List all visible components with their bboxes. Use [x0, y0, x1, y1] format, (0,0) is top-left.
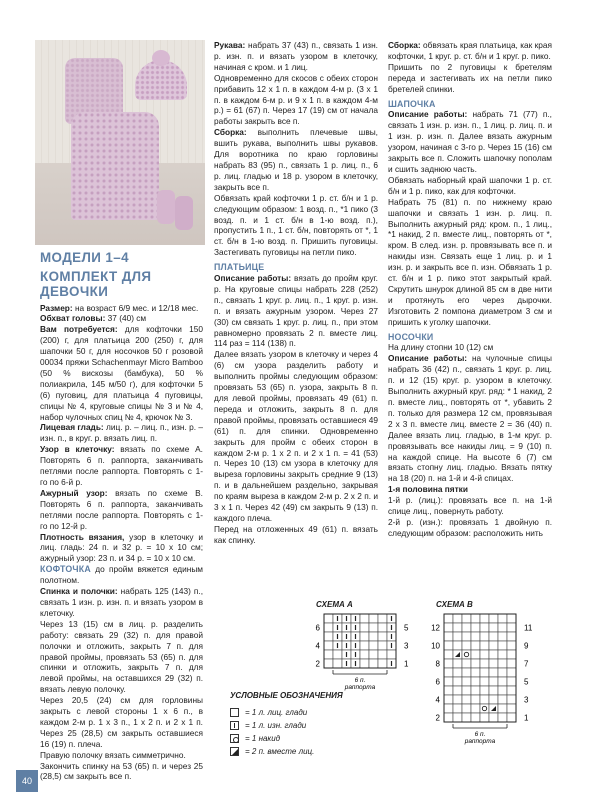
chart-cell — [378, 614, 387, 623]
legend-item — [230, 708, 307, 717]
chart-cell — [498, 677, 507, 686]
paragraph-text: Набрать 75 (81) п. по нижнему краю шапочки и связать 1 изн. р. лиц. п. Выполнить ажурный ряд: кром. п., 1 лиц., *1 накид, 2 п. вместе лиц., повторять от *, кром. В след. изн. р. провязывать все п. и накиды изн. Связать еще 1 лиц. р. и 1 изн. р. и закрыть все п. изн. Обвязать 1 р. ст. б/н и 1 р. пико этот закрытый край. Скрутить шнурок длиной 85 см в две нити и протянуть его через дырочки. Изготовить 2 помпона диаметром 3 см и пришить к уголку шапочки. — [388, 196, 552, 327]
chart-cell — [507, 704, 516, 713]
col3-paragraph — [388, 342, 552, 353]
chart-cell — [360, 623, 369, 632]
paragraph-text: 1-й р. (лиц.): провязать все п. на 1-й спице лиц., повернуть работу. — [388, 495, 552, 517]
chart-cell — [444, 659, 453, 668]
chart-cell — [369, 614, 378, 623]
chart-cell — [507, 713, 516, 722]
blank-cell-icon — [230, 708, 239, 717]
chart-cell — [480, 632, 489, 641]
chart-cell — [471, 623, 480, 632]
legend-item — [230, 747, 314, 756]
chart-cell — [462, 713, 471, 722]
row-number-right: 3 — [524, 695, 529, 705]
chart-cell — [471, 704, 480, 713]
row-number-right: 1 — [524, 713, 529, 723]
run-in-heading: Обхват головы: — [40, 313, 106, 324]
section-heading: КОФТОЧКА — [40, 564, 91, 575]
chart-cell — [387, 650, 396, 659]
chart-cell — [453, 632, 462, 641]
col1-paragraph — [40, 695, 203, 750]
chart-cell — [444, 668, 453, 677]
chart-cell — [507, 650, 516, 659]
schema-a-chart — [310, 612, 420, 692]
chart-cell — [480, 668, 489, 677]
chart-cell — [378, 650, 387, 659]
legend-label: = 1 л. лиц. глади — [245, 708, 308, 717]
row-number-left: 6 — [315, 623, 320, 633]
chart-cell — [444, 641, 453, 650]
chart-cell — [462, 650, 471, 659]
row-number-right: 9 — [524, 641, 529, 651]
paragraph-text: на чулочные спицы набрать 36 (42) п., связать 1 круг. р. лиц. п. и 12 (15) круг. р. узором в клеточку. Выполнить ажурный круг. ряд: * 1 накид, 2 п. вместе лиц., повторять от *, убавить 2 п. только для размера 12 см, провязывая 2 х 3 п. вместе лиц. вместе 2 = 36 (40) п. Далее вязать лиц. гладью, в 1-м круг. р. провязывать все накиды лиц. = 9 (10) п. на каждой спице. На высоте 6 (7) см вязать стопну лиц. гладью. Вязать пятку на 18 (20) п. на 1-й и 4-й спицах. — [388, 353, 552, 484]
chart-cell — [324, 650, 333, 659]
chart-cell — [453, 614, 462, 623]
row-number-left: 6 — [435, 677, 440, 687]
col2-paragraph — [214, 127, 378, 192]
paragraph-text: 2-й р. (изн.): провязать 1 двойную п. следующим образом: расположить нить — [388, 516, 552, 538]
chart-cell — [480, 713, 489, 722]
chart-cell — [480, 650, 489, 659]
run-in-heading: Описание работы: — [388, 353, 468, 364]
col2-paragraph — [214, 273, 378, 349]
paragraph-text: вязать по схеме А. Повторять 6 п. раппорта, заканчивать петлями после раппорта. Повторять с 1-го по 6-й р. — [40, 444, 203, 487]
row-number-right: 11 — [524, 623, 533, 633]
col1-paragraph — [40, 761, 203, 783]
chart-cell — [453, 677, 462, 686]
paragraph-text: на возраст 6/9 мес. и 12/18 мес. — [72, 302, 199, 313]
legend-item — [230, 734, 280, 743]
chart-cell — [453, 695, 462, 704]
paragraph-text: Обвязать край кофточки 1 р. ст. б/н и 1 р. следующим образом: 1 возд. п., *1 пико (3 возд. п. и 1 ст. б/н в 1-ю возд. п.), пропустить 1 п., 1 ст. б/н, повторять от *, 1 ст. б/н в 1-ю возд. п. Пришить пуговицы. Застегивать пуговицы на петли пико. — [214, 192, 378, 258]
chart-cell — [471, 677, 480, 686]
chart-cell — [378, 659, 387, 668]
paragraph-text: вязать до пройм круг. р. На круговые спицы набрать 228 (252) п., связать 1 круг. р. лиц. п., 1 круг. р. изн. п. и вязать ажурным узором. Через 27 (30) см связать 1 круг. р. лиц. п., при этом равномерно провязать 2 п. вместе лиц. 114 раз = 114 (138) п. — [214, 273, 378, 349]
chart-cell — [453, 704, 462, 713]
chart-cell — [480, 686, 489, 695]
col3-paragraph — [388, 99, 552, 110]
chart-cell — [498, 650, 507, 659]
chart-cell — [444, 686, 453, 695]
paragraph-text: Перед на отложенных 49 (61) п. вязать как спинку. — [214, 523, 378, 545]
paragraph-text: 37 (40) см — [105, 313, 147, 324]
chart-cell — [369, 659, 378, 668]
chart-cell — [471, 650, 480, 659]
row-number-left: 10 — [431, 641, 440, 651]
row-number-right: 5 — [524, 677, 529, 687]
col1-paragraph — [40, 750, 203, 761]
row-number-right: 5 — [404, 623, 409, 633]
chart-cell — [489, 623, 498, 632]
rapport-label: 6 п. — [474, 731, 486, 738]
chart-cell — [324, 614, 333, 623]
col2-paragraph — [214, 524, 378, 546]
col1-paragraph: КОМПЛЕКТ ДЛЯ ДЕВОЧКИ — [40, 268, 152, 299]
legend-item — [230, 721, 306, 730]
col2-paragraph — [214, 262, 378, 273]
chart-cell — [507, 623, 516, 632]
chart-cell — [507, 632, 516, 641]
run-in-heading: Сборка: — [388, 40, 421, 50]
col1-paragraph — [40, 303, 203, 314]
chart-cell — [498, 614, 507, 623]
chart-cell — [498, 641, 507, 650]
chart-cell — [498, 713, 507, 722]
chart-cell — [480, 641, 489, 650]
col1-paragraph — [40, 324, 203, 422]
col3-paragraph — [388, 484, 552, 495]
col1-paragraph: МОДЕЛИ 1–4 — [40, 250, 129, 265]
chart-cell — [462, 641, 471, 650]
row-number-right: 7 — [524, 659, 529, 669]
chart-cell — [462, 668, 471, 677]
chart-cell — [369, 623, 378, 632]
chart-cell — [507, 695, 516, 704]
chart-cell — [360, 632, 369, 641]
chart-cell — [444, 623, 453, 632]
run-in-heading: Ажурный узор: — [40, 487, 108, 498]
run-in-heading: Рукава: — [214, 40, 246, 50]
chart-cell — [471, 659, 480, 668]
chart-cell — [378, 623, 387, 632]
row-number-left: 2 — [315, 659, 320, 669]
chart-cell — [498, 695, 507, 704]
circle-cell-icon — [230, 734, 239, 743]
col3-paragraph — [388, 332, 552, 343]
rapport-label: раппорта — [464, 738, 496, 745]
chart-cell — [462, 659, 471, 668]
paragraph-text: для кофточки 150 (200) г, для платьица 200 (250) г, для шапочки 50 г, для носочков 50 г розовой 00034 пряжи Schachenmayr Micro Bamboo (50 % вискозы (бамбука), 50 % полиакрила, 145 м/50 г), для кофточки 5 (6) пуговиц, для платьица 4 пуговицы, спицы № 4, круговые спицы № 3 и № 4, набор чулочных спиц № 4, крючок № 3. — [40, 324, 203, 422]
chart-cell — [324, 623, 333, 632]
paragraph-text: На длину стопни 10 (12) см — [388, 342, 494, 353]
run-in-heading: Сборка: — [214, 127, 247, 138]
chart-cell — [507, 677, 516, 686]
chart-cell — [471, 614, 480, 623]
legend-label: = 1 л. изн. глади — [245, 721, 307, 730]
chart-cell — [480, 614, 489, 623]
legend-label: = 2 п. вместе лиц. — [245, 747, 315, 756]
chart-cell — [369, 650, 378, 659]
col1-paragraph — [40, 586, 203, 619]
schema-b-chart — [430, 612, 550, 745]
paragraph-text: Обвязать наборный край шапочки 1 р. ст. б/н и 1 р. пико, как для кофточки. — [388, 174, 552, 196]
chart-cell — [498, 659, 507, 668]
col2-paragraph — [214, 349, 378, 524]
chart-cell — [360, 641, 369, 650]
chart-cell — [489, 695, 498, 704]
chart-cell — [453, 713, 462, 722]
col1-paragraph — [40, 488, 203, 532]
paragraph-text: Через 13 (15) см в лиц. р. разделить работу: связать 29 (32) п. для правой полочки и отложить, закрыть 7 п. для правой проймы, провязать 53 (65) п. для спинки и отложить, закрыть 7 п. для левой проймы, на оставшихся 29 (32) п. вязать левую полочку. — [40, 618, 203, 695]
col1-paragraph — [40, 422, 203, 444]
paragraph-text: Пришить по 2 пуговицы к бретелям переда и застегивать их на петли пико бретелей спинки. — [388, 61, 552, 94]
chart-cell — [444, 695, 453, 704]
paragraph-text: Закончить спинку на 53 (65) п. и через 25 (28,5) см закрыть все п. — [40, 760, 203, 782]
chart-cell — [489, 650, 498, 659]
chart-cell — [324, 641, 333, 650]
chart-cell — [444, 704, 453, 713]
col3-paragraph — [388, 175, 552, 197]
col3-paragraph — [388, 62, 552, 95]
run-in-heading: Размер: — [40, 302, 73, 313]
chart-cell — [489, 677, 498, 686]
chart-cell — [453, 686, 462, 695]
chart-cell — [462, 614, 471, 623]
run-in-heading: Лицевая гладь: — [40, 422, 104, 433]
chart-cell — [444, 632, 453, 641]
chart-cell — [489, 614, 498, 623]
chart-cell — [498, 686, 507, 695]
column-1 — [40, 250, 203, 782]
chart-cell — [471, 686, 480, 695]
chart-cell — [489, 686, 498, 695]
chart-cell — [480, 623, 489, 632]
chart-cell — [471, 632, 480, 641]
chart-cell — [378, 632, 387, 641]
run-in-heading: Спинка и полочки: — [40, 586, 118, 597]
chart-cell — [453, 668, 462, 677]
col3-paragraph — [388, 353, 552, 484]
col3-paragraph — [388, 517, 552, 539]
run-in-heading: Узор в клеточку: — [40, 444, 115, 455]
chart-cell — [462, 686, 471, 695]
paragraph-text: обвязать края платьица, как края кофточки, 1 круг. р. ст. б/н и 1 круг. р. пико. — [388, 40, 552, 61]
paragraph-text: выполнить плечевые швы, вшить рукава, выполнить швы рукавов. Для воротника по краю горловины набрать 83 (95) п., связать 1 р. лиц. п., 6 р. лиц. гладью и 18 р. узором в клеточку, закрыть все п. — [214, 127, 378, 192]
chart-cell — [507, 614, 516, 623]
chart-cell — [507, 668, 516, 677]
paragraph-text: набрать 125 (143) п., связать 1 изн. р. изн. п. и вязать узором в клеточку. — [40, 586, 204, 618]
row-number-left: 8 — [435, 659, 440, 669]
girl-knitted-set-photo — [35, 40, 205, 245]
chart-cell — [462, 632, 471, 641]
chart-cell — [498, 632, 507, 641]
chart-cell — [498, 668, 507, 677]
triangle-cell-icon — [230, 747, 239, 756]
chart-cell — [471, 668, 480, 677]
chart-cell — [378, 641, 387, 650]
paragraph-text: узор в клеточку и лиц. гладь: 24 п. и 32 р. = 10 х 10 см; ажурный узор: 23 п. и 34 р. = 10 х 10 см. — [40, 531, 203, 564]
chart-cell — [462, 704, 471, 713]
col1-paragraph — [40, 313, 203, 324]
col1-paragraph — [40, 564, 203, 586]
page-number: 40 — [16, 770, 38, 792]
chart-cell — [489, 668, 498, 677]
chart-cell — [480, 677, 489, 686]
row-number-left: 2 — [435, 713, 440, 723]
run-in-heading: Плотность вязания, — [40, 531, 125, 542]
paragraph-text: Далее вязать узором в клеточку и через 4 (6) см узора разделить работу и выполнить проймы следующим образом: провязать 53 (65) п. узора, закрыть 8 п. для левой проймы, провязать 49 (61) п. переда и отложить, закрыть 8 п. для правой проймы, провязать оставшиеся 49 (61) п. для спинки. Одновременно закрыть для пройм с обеих сторон в каждом 2-м р. 1 х 2 п. и 2 х 1 п. = 41 (53) п. Через 10 (13) см узора в клеточку для выреза горловины закрыть средние 9 (13) п. и в дальнейшем раздельно, закрывая по краям выреза в каждом 2-м р. 2 х 2 п. и 3 х 1 п. Через 42 (49) см закрыть 9 (13) п. каждого плеча. — [214, 349, 378, 523]
chart-cell — [360, 614, 369, 623]
chart-cell — [369, 641, 378, 650]
run-in-heading: Описание работы: — [388, 109, 468, 120]
chart-cell — [480, 704, 489, 713]
col1-paragraph — [40, 444, 203, 488]
row-number-right: 3 — [404, 641, 409, 651]
paragraph-text: до пройм вяжется единым полотном. — [40, 564, 203, 586]
chart-cell — [471, 713, 480, 722]
section-heading: ШАПОЧКА — [388, 98, 436, 109]
chart-cell — [360, 659, 369, 668]
paragraph-text: набрать 37 (43) п., связать 1 изн. р. изн. п. и вязать узором в клеточку, начиная с кром. и 1 лиц. — [214, 40, 378, 72]
paragraph-text: набрать 71 (77) п., связать 1 изн. р. изн. п., 1 лиц. р. лиц. п. и 1 изн. р. изн. п. Далее вязать ажурным узором, начиная с 3-го р. Через 15 (16) см закрыть все п. Сложить шапочку пополам и сшить заднюю часть. — [388, 109, 552, 174]
col1-paragraph — [40, 532, 203, 565]
row-number-left: 4 — [315, 641, 320, 651]
chart-cell — [480, 695, 489, 704]
row-number-left: 4 — [435, 695, 440, 705]
legend-title: УСЛОВНЫЕ ОБОЗНАЧЕНИЯ — [230, 691, 343, 700]
chart-cell — [324, 632, 333, 641]
schema-b-title: СХЕМА В — [436, 600, 473, 609]
chart-cell — [462, 677, 471, 686]
schema-a-title: СХЕМА А — [316, 600, 353, 609]
chart-cell — [333, 650, 342, 659]
chart-cell — [462, 623, 471, 632]
paragraph-text: Через 20,5 (24) см для горловины закрыть с левой стороны 1 х 6 п., в каждом 2-м р. 1 х 3 п., 1 х 2 п. и 2 х 1 п. Через 25 (28,5) см закрыть оставшиеся 16 (19) п. плеча. — [40, 695, 203, 749]
chart-cell — [444, 614, 453, 623]
chart-cell — [498, 623, 507, 632]
paragraph-text: Одновременно для скосов с обеих сторон прибавить 12 х 1 п. в каждом 4-м р. (3 х 1 п. в каждом 6-м р. и 9 х 1 п. в каждом 4-м р.) = 61 (67) п. Через 17 (19) см от начала работы закрыть все п. — [214, 72, 378, 127]
column-3 — [388, 40, 552, 539]
col3-paragraph — [388, 109, 552, 174]
chart-cell — [507, 641, 516, 650]
chart-cell — [462, 695, 471, 704]
col3-paragraph — [388, 495, 552, 517]
chart-cell — [453, 641, 462, 650]
chart-cell — [444, 677, 453, 686]
section-heading: НОСОЧКИ — [388, 331, 434, 342]
col2-paragraph — [214, 40, 378, 73]
chart-cell — [369, 632, 378, 641]
chart-cell — [453, 623, 462, 632]
chart-cell — [489, 659, 498, 668]
row-number-left: 12 — [431, 623, 440, 633]
chart-cell — [444, 713, 453, 722]
rapport-label: 6 п. — [354, 677, 366, 684]
col3-paragraph — [388, 40, 552, 62]
chart-cell — [489, 641, 498, 650]
chart-cell — [507, 659, 516, 668]
dash-cell-icon — [230, 721, 239, 730]
paragraph-text: лиц. р. – лиц. п., изн. р. – изн. п., в круг. р. вязать лиц. п. — [40, 422, 203, 444]
paragraph-text: Правую полочку вязать симметрично. — [40, 749, 186, 760]
legend-label: = 1 накид — [245, 734, 281, 743]
col2-paragraph — [214, 193, 378, 258]
chart-cell — [453, 659, 462, 668]
chart-cell — [471, 641, 480, 650]
column-2 — [214, 40, 378, 546]
section-heading: ПЛАТЬИЦЕ — [214, 262, 265, 273]
chart-cell — [480, 659, 489, 668]
chart-cell — [498, 704, 507, 713]
chart-cell — [324, 659, 333, 668]
col3-paragraph — [388, 197, 552, 328]
chart-cell — [489, 713, 498, 722]
run-in-heading: 1-я половина пятки — [388, 484, 468, 495]
chart-cell — [333, 659, 342, 668]
col1-paragraph — [40, 619, 203, 695]
paragraph-text: вязать по схеме В. Повторять 6 п. раппорта, заканчивать петлями после раппорта. Повторять с 1-го по 12-й р. — [40, 487, 203, 531]
rapport-label: раппорта — [344, 684, 376, 691]
run-in-heading: Вам потребуется: — [40, 324, 118, 335]
chart-cell — [444, 650, 453, 659]
chart-cell — [489, 632, 498, 641]
chart-cell — [471, 695, 480, 704]
col2-paragraph — [214, 73, 378, 128]
chart-cell — [360, 650, 369, 659]
run-in-heading: Описание работы: — [214, 273, 292, 284]
row-number-right: 1 — [404, 659, 409, 669]
chart-cell — [507, 686, 516, 695]
